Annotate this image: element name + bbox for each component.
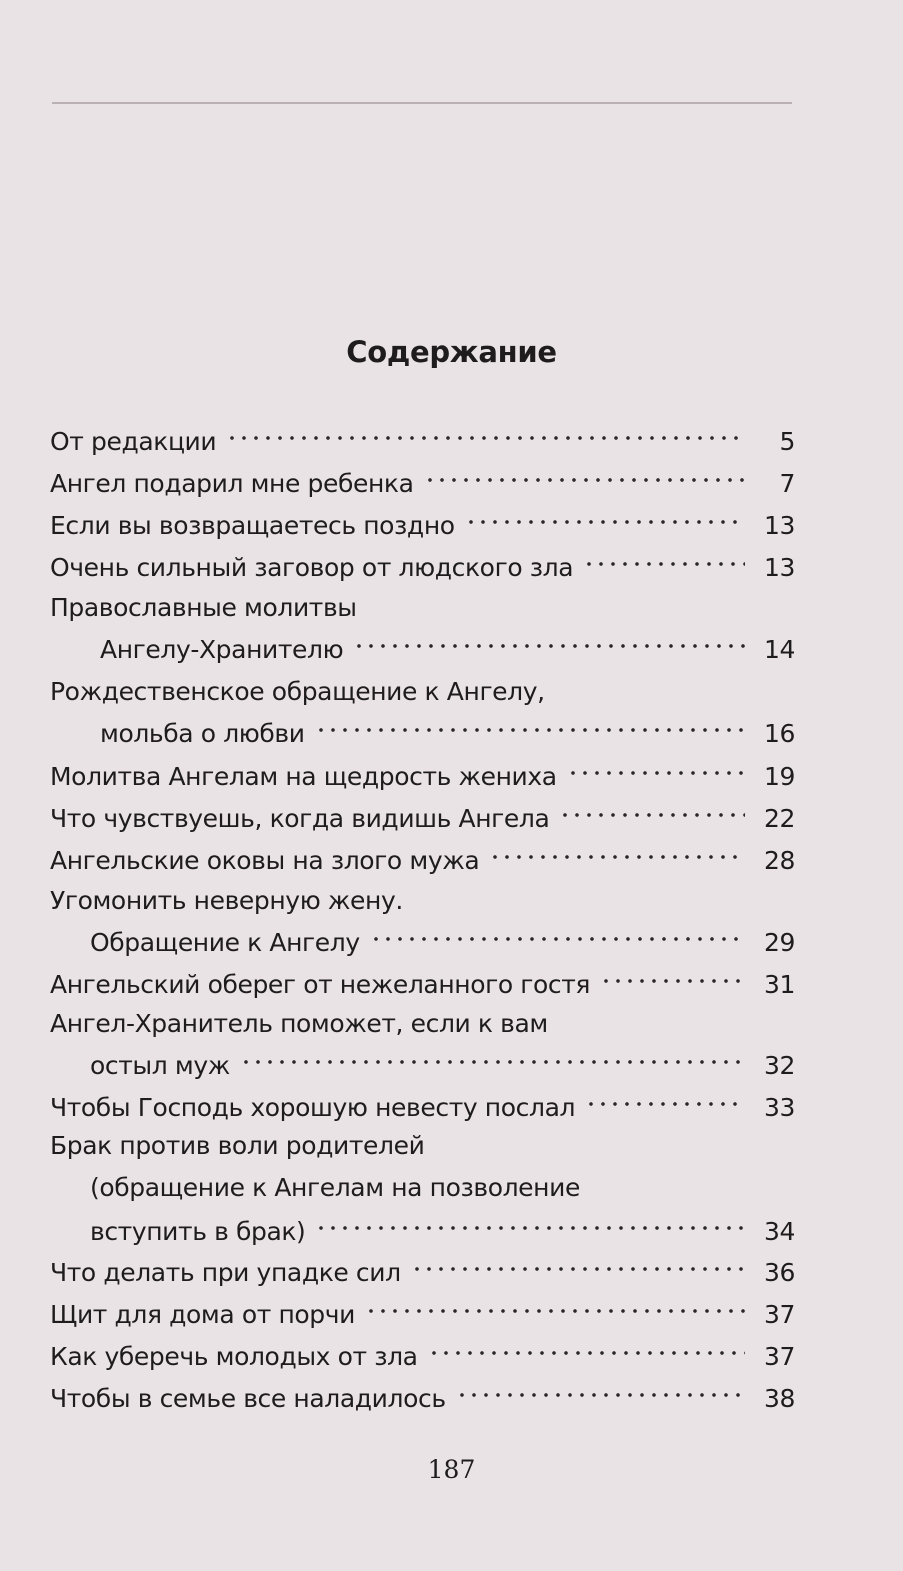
toc-entry-title: Брак против воли родителей — [50, 1131, 425, 1160]
toc-entry-title: Рождественское обращение к Ангелу, — [50, 677, 545, 706]
toc-entry-title: Молитва Ангелам на щедрость жениха — [50, 762, 557, 791]
toc-entry[interactable] — [50, 588, 795, 628]
toc-entry[interactable] — [50, 1377, 795, 1417]
toc-entry-page: 28 — [763, 846, 795, 875]
toc-entry-title: Чтобы Господь хорошую невесту послал — [50, 1093, 576, 1122]
dot-leader — [315, 715, 745, 745]
toc-entry-title: Угомонить неверную жену. — [50, 886, 403, 915]
toc-entry[interactable] — [50, 462, 795, 502]
dot-leader — [567, 758, 745, 788]
toc-entry-page: 32 — [763, 1051, 795, 1080]
toc-entry[interactable] — [50, 1086, 795, 1126]
dot-leader — [559, 800, 745, 830]
toc-entry-title: Щит для дома от порчи — [50, 1300, 355, 1329]
toc-entry[interactable] — [50, 1044, 795, 1084]
toc-entry-page: 19 — [763, 762, 795, 791]
toc-entry-title: Православные молитвы — [50, 593, 357, 622]
toc-entry[interactable] — [50, 1126, 795, 1166]
toc-entry[interactable] — [50, 1004, 795, 1044]
toc-entry-title: Ангельские оковы на злого мужа — [50, 846, 480, 875]
toc-entry-page: 38 — [763, 1384, 795, 1413]
toc-entry[interactable] — [50, 420, 795, 460]
dot-leader — [411, 1254, 745, 1284]
dot-leader — [428, 1338, 745, 1368]
toc-entry[interactable] — [50, 921, 795, 961]
toc-entry-page: 36 — [763, 1258, 795, 1287]
toc-heading: Содержание — [346, 335, 557, 369]
toc-entry-title: остыл муж — [90, 1051, 230, 1080]
toc-entry[interactable] — [50, 628, 795, 668]
toc-entry-title: Если вы возвращаетесь поздно — [50, 511, 455, 540]
toc-entry-page: 16 — [763, 719, 795, 748]
dot-leader — [465, 507, 745, 537]
toc-entry-title: От редакции — [50, 427, 217, 456]
toc-entry-title: Ангельский оберег от нежеланного гостя — [50, 970, 591, 999]
toc-entry-page: 34 — [763, 1217, 795, 1246]
toc-entry[interactable] — [50, 672, 795, 712]
toc-entry-title: Что чувствуешь, когда видишь Ангела — [50, 804, 550, 833]
toc-entry-page: 37 — [763, 1342, 795, 1371]
dot-leader — [583, 549, 745, 579]
toc-entry-title: вступить в брак) — [90, 1217, 306, 1246]
toc-entry[interactable] — [50, 755, 795, 795]
toc-entry[interactable] — [50, 1251, 795, 1291]
dot-leader — [600, 966, 745, 996]
toc-entry[interactable] — [50, 881, 795, 921]
toc-entry-page: 37 — [763, 1300, 795, 1329]
toc-entry-title: Обращение к Ангелу — [90, 928, 360, 957]
toc-entry[interactable] — [50, 1168, 795, 1208]
toc-entry-page: 22 — [763, 804, 795, 833]
dot-leader — [489, 842, 745, 872]
toc-entry-title: мольба о любви — [100, 719, 305, 748]
toc-entry-page: 14 — [763, 635, 795, 664]
toc-entry-title: Чтобы в семье все наладилось — [50, 1384, 446, 1413]
toc-entry[interactable] — [50, 712, 795, 752]
top-rule — [52, 102, 792, 104]
toc-entry-page: 7 — [779, 469, 795, 498]
dot-leader — [315, 1213, 745, 1243]
toc-entry[interactable] — [50, 797, 795, 837]
toc-entry-title: Очень сильный заговор от людского зла — [50, 553, 574, 582]
toc-entry[interactable] — [50, 1210, 795, 1250]
toc-entry[interactable] — [50, 546, 795, 586]
toc-entry-page: 29 — [763, 928, 795, 957]
page-number: 187 — [427, 1455, 476, 1484]
dot-leader — [424, 465, 745, 495]
toc-entry-title: Ангел подарил мне ребенка — [50, 469, 414, 498]
toc-entry-title: (обращение к Ангелам на позволение — [90, 1173, 580, 1202]
toc-entry[interactable] — [50, 839, 795, 879]
toc-entry-title: Ангел-Хранитель поможет, если к вам — [50, 1009, 548, 1038]
toc-entry-title: Ангелу-Хранителю — [100, 635, 344, 664]
toc-entry-page: 33 — [763, 1093, 795, 1122]
toc-entry-page: 13 — [763, 511, 795, 540]
toc-entry-page: 13 — [763, 553, 795, 582]
dot-leader — [353, 631, 745, 661]
toc-entry[interactable] — [50, 1293, 795, 1333]
toc-entry[interactable] — [50, 1335, 795, 1375]
dot-leader — [226, 423, 745, 453]
dot-leader — [456, 1380, 745, 1410]
toc-entry-title: Как уберечь молодых от зла — [50, 1342, 418, 1371]
toc-entry[interactable] — [50, 963, 795, 1003]
dot-leader — [365, 1296, 745, 1326]
toc-entry-page: 5 — [779, 427, 795, 456]
dot-leader — [240, 1047, 745, 1077]
dot-leader — [585, 1089, 745, 1119]
toc-entry-title: Что делать при упадке сил — [50, 1258, 401, 1287]
toc-entry-page: 31 — [763, 970, 795, 999]
toc-entry[interactable] — [50, 504, 795, 544]
dot-leader — [370, 924, 745, 954]
